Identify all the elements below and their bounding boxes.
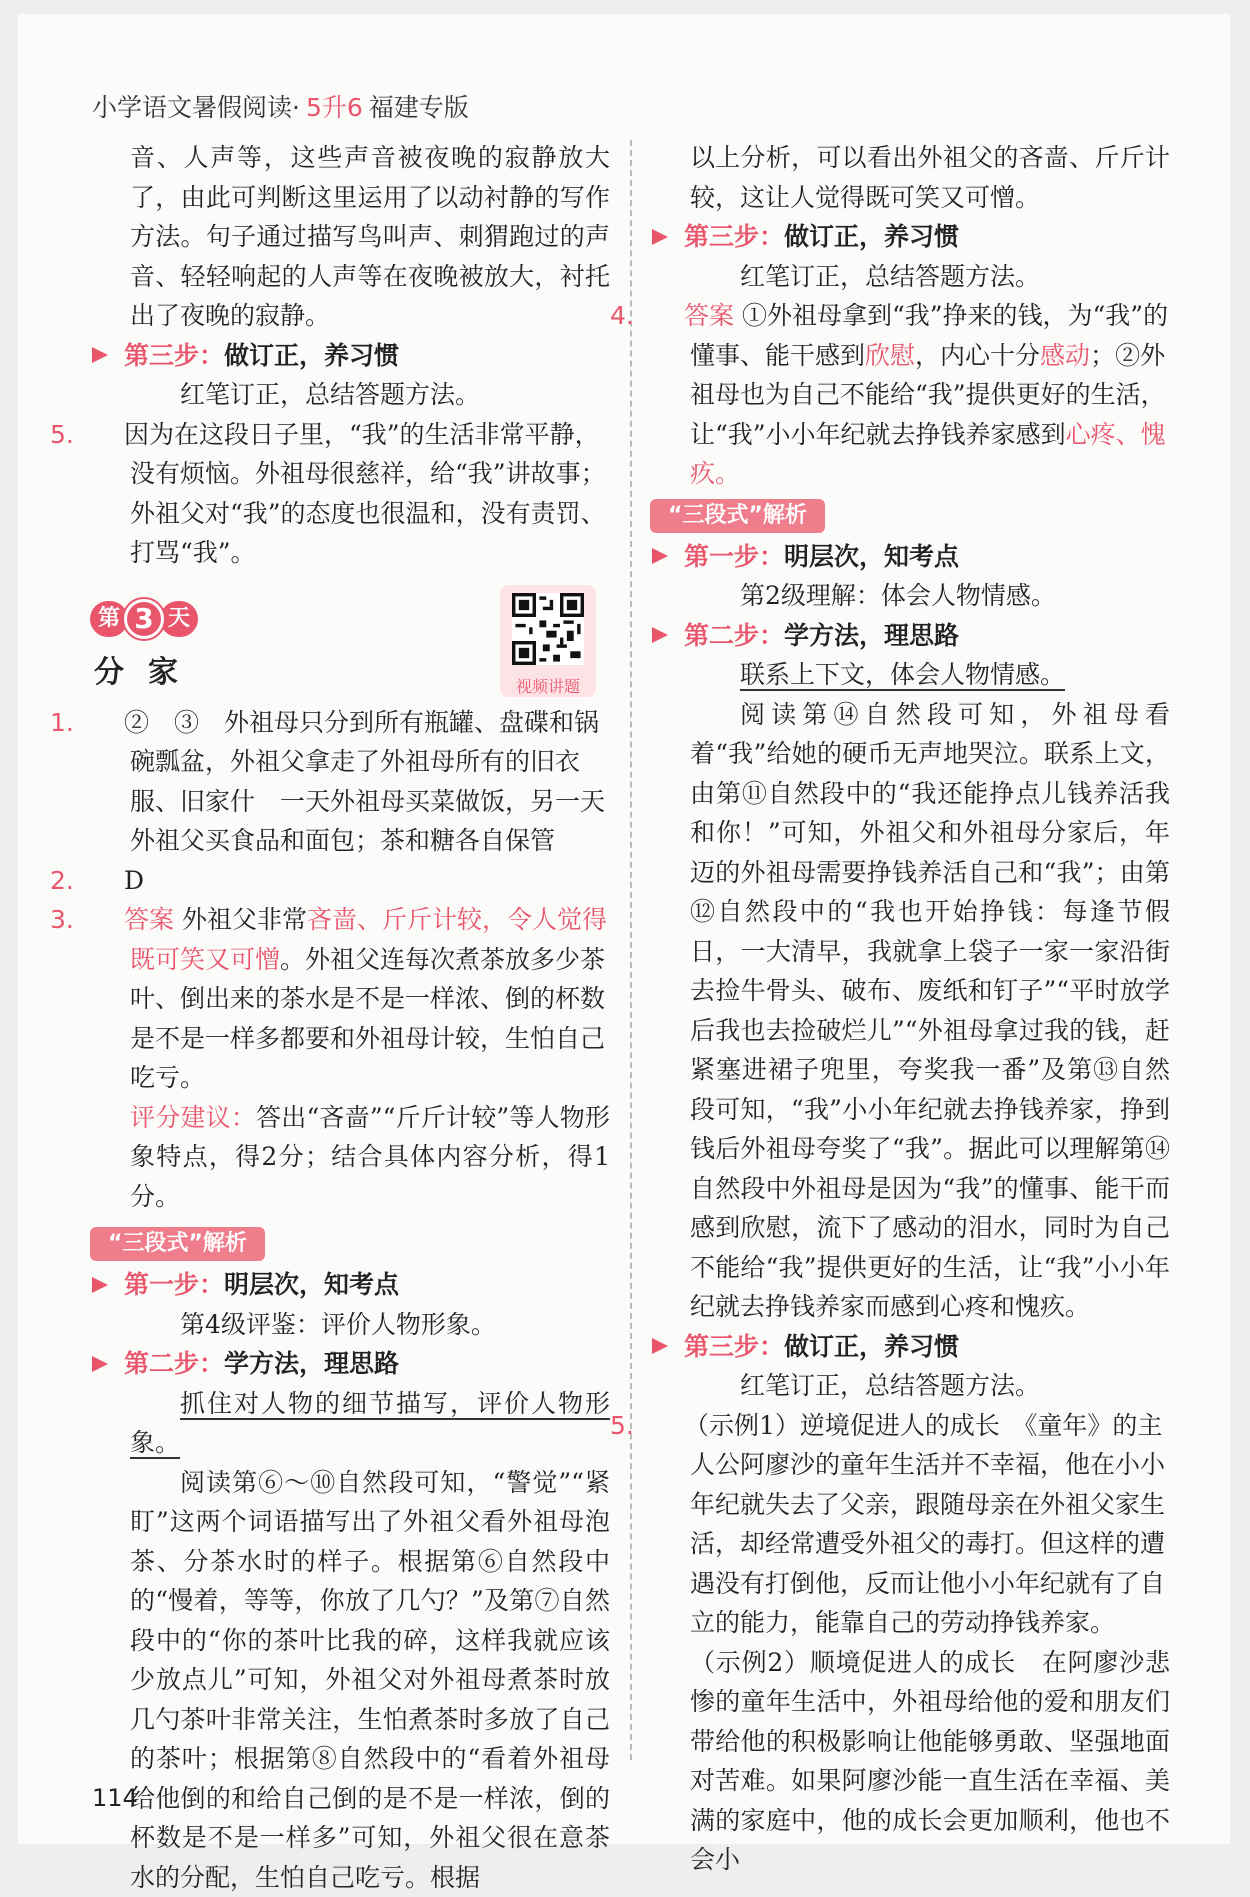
answer-label: 答案 xyxy=(684,301,734,330)
step-label: 第三步： xyxy=(124,336,224,376)
analysis-tag: “三段式”解析 xyxy=(650,499,825,533)
step-label: 第三步： xyxy=(684,1327,784,1367)
answer-text: ①外祖母拿到“我”挣来的钱，为“我”的懂事、能干感到 xyxy=(690,301,1168,370)
step-title: 明层次，知考点 xyxy=(784,537,959,577)
keyword: 令人觉得既可笑又可憎 xyxy=(130,905,607,974)
question-5-answer xyxy=(650,1406,1170,1643)
step-label: 第一步： xyxy=(124,1265,224,1305)
question-4-answer xyxy=(650,296,1170,494)
keyword: 感动 xyxy=(1040,341,1090,370)
qr-code[interactable] xyxy=(500,585,596,697)
header-dot: · xyxy=(292,93,300,122)
continued-paragraph: 音、人声等，这些声音被夜晚的寂静放大了，由此可判断这里运用了以动衬静的写作方法。句子通过描写鸟叫声、刺猬跑过的声音、轻轻响起的人声等在夜晚被放大，衬托出了夜晚的寂静。 xyxy=(90,138,610,336)
arrow-icon xyxy=(652,229,668,245)
step-text: 红笔订正，总结答题方法。 xyxy=(650,1366,1170,1406)
step-one-right xyxy=(650,537,1170,577)
step-text: 第2级理解：体会人物情感。 xyxy=(650,576,1170,616)
arrow-icon xyxy=(92,1356,108,1372)
method-text xyxy=(90,1384,610,1463)
question-number: 5. xyxy=(650,1406,684,1446)
question-5-answer xyxy=(90,415,610,573)
qr-code-icon xyxy=(512,593,584,665)
step-one-left xyxy=(90,1265,610,1305)
step-label: 第三步： xyxy=(684,217,784,257)
question-number: 5. xyxy=(90,415,124,455)
keyword: 吝啬 xyxy=(307,905,357,934)
arrow-icon xyxy=(92,1277,108,1293)
keyword: 欣慰 xyxy=(865,341,915,370)
step-three-left xyxy=(90,336,610,376)
keyword: 愧疚 xyxy=(690,420,1166,489)
step-title: 学方法，理思路 xyxy=(784,616,959,656)
arrow-icon xyxy=(652,627,668,643)
analysis-body: 阅读第⑭自然段可知，外祖母看着“我”给她的硬币无声地哭泣。联系上文，由第⑪自然段中的“我还能挣点儿钱养活我和你！”可知，外祖父和外祖母分家后，年迈的外祖母需要挣钱养活自己和“我”；由第⑫自然段中的“我也开始挣钱：每逢节假日，一大清早，我就拿上袋子一家一家沿街去捡牛骨头、破布、废纸和钉子”“平时放学后我也去捡破烂儿”“外祖母拿过我的钱，赶紧塞进裙子兜里，夸奖我一番”及第⑬自然段可知，“我”小小年纪就去挣钱养家，挣到钱后外祖母夸奖了“我”。据此可以理解第⑭自然段中外祖母是因为“我”的懂事、能干而感到欣慰，流下了感动的泪水，同时为自己不能给“我”提供更好的生活，让“我”小小年纪就去挣钱养家而感到心疼和愧疚。 xyxy=(650,695,1170,1327)
qr-label: 视频讲题 xyxy=(500,676,596,698)
answer-text: 。外祖父连每次煮茶放多少茶叶、倒出来的茶水是不是一样浓、倒的杯数是不是一样多都要和外祖母计较，生怕自己吃亏。 xyxy=(130,945,605,1093)
method-text xyxy=(650,655,1170,695)
step-three-right xyxy=(650,1327,1170,1367)
arrow-icon xyxy=(652,1338,668,1354)
left-column xyxy=(90,138,610,1897)
column-divider xyxy=(630,140,632,1760)
book-title: 小学语文暑假阅读 xyxy=(92,93,292,122)
example-1: （示例1）逆境促进人的成长 《童年》的主人公阿廖沙的童年生活并不幸福，他在小小年纪就失去了父亲，跟随母亲在外祖父家生活，却经常遭受外祖父的毒打。但这样的遭遇没有打倒他，反而让他小小年纪就有了自立的能力，能靠自己的劳动挣钱养家。 xyxy=(684,1411,1165,1638)
keyword: 心疼 xyxy=(1066,420,1116,449)
method-underlined: 抓住对人物的细节描写，评价人物形象。 xyxy=(130,1389,610,1460)
answer-text: ② ③ 外祖母只分到所有瓶罐、盘碟和锅碗瓢盆，外祖父拿走了外祖母所有的旧衣服、旧家什 一天外祖母买菜做饭，另一天外祖父买食品和面包；茶和糖各自保管 xyxy=(124,708,605,856)
step-label: 第二步： xyxy=(124,1344,224,1384)
answer-text: 因为在这段日子里，“我”的生活非常平静，没有烦恼。外祖母很慈祥，给“我”讲故事；外祖父对“我”的态度也很温和，没有责罚、打骂“我”。 xyxy=(124,420,606,568)
question-number: 4. xyxy=(650,296,684,336)
question-number: 2. xyxy=(90,861,124,901)
answer-text: ；②外祖母也为自己不能给“我”提供更好的生活，让“我”小小年纪就去挣钱养家感到 xyxy=(690,341,1166,449)
analysis-body: 阅读第⑥～⑩自然段可知，“警觉”“紧盯”这两个词语描写出了外祖父看外祖母泡茶、分茶水时的样子。根据第⑥自然段中的“慢着，等等，你放了几勺？”及第⑦自然段中的“你的茶叶比我的碎，这样我就应该少放点儿”可知，外祖父对外祖母煮茶时放几勺茶叶非常关注，生怕煮茶时多放了自己的茶叶；根据第⑧自然段中的“看着外祖母给他倒的和给自己倒的是不是一样浓，倒的杯数是不是一样多”可知，外祖父很在意茶水的分配，生怕自己吃亏。根据 xyxy=(90,1463,610,1897)
arrow-icon xyxy=(652,548,668,564)
step-three-right-top xyxy=(650,217,1170,257)
scoring-text: 答出“吝啬”“斤斤计较”等人物形象特点，得2分；结合具体内容分析，得1分。 xyxy=(130,1103,610,1211)
answer-text: ，内心十分 xyxy=(915,341,1040,370)
day-prefix: 第 xyxy=(90,601,128,637)
right-column xyxy=(650,138,1170,1880)
scoring-suggestion xyxy=(90,1098,610,1217)
analysis-tag: “三段式”解析 xyxy=(90,1227,265,1261)
step-title: 学方法，理思路 xyxy=(224,1344,399,1384)
step-title: 做订正，养习惯 xyxy=(224,336,399,376)
question-1-answer xyxy=(90,703,610,861)
grade-label: 5升6 xyxy=(306,93,363,122)
day-suffix: 天 xyxy=(160,601,198,637)
step-two-left xyxy=(90,1344,610,1384)
question-number: 1. xyxy=(90,703,124,743)
answer-text: D xyxy=(124,866,144,895)
method-underlined: 联系上下文，体会人物情感。 xyxy=(740,660,1065,691)
step-text: 红笔订正，总结答题方法。 xyxy=(650,257,1170,297)
answer-text: 外祖父非常 xyxy=(182,905,307,934)
page-number: 114 xyxy=(92,1784,138,1812)
step-text: 第4级评鉴：评价人物形象。 xyxy=(90,1305,610,1345)
day-badge xyxy=(90,601,198,637)
keyword-separator: 、 xyxy=(1116,420,1141,449)
step-title: 做订正，养习惯 xyxy=(784,217,959,257)
section-title: 分家 xyxy=(94,653,202,693)
question-number: 3. xyxy=(90,900,124,940)
edition-label: 福建专版 xyxy=(369,93,469,122)
step-label: 第一步： xyxy=(684,537,784,577)
day-number: 3 xyxy=(124,599,164,639)
keyword-separator: 、 xyxy=(357,905,382,934)
example-2: （示例2）顺境促进人的成长 在阿廖沙悲惨的童年生活中，外祖母给他的爱和朋友们带给他的积极影响让他能够勇敢、坚强地面对苦难。如果阿廖沙能一直生活在幸福、美满的家庭中，他的成长会更加顺利，他也不会小 xyxy=(650,1643,1170,1880)
scoring-label: 评分建议： xyxy=(130,1103,256,1132)
keyword: 斤斤计较 xyxy=(382,905,482,934)
page-header xyxy=(92,88,469,124)
question-2-answer xyxy=(90,861,610,901)
continued-paragraph: 以上分析，可以看出外祖父的吝啬、斤斤计较，这让人觉得既可笑又可憎。 xyxy=(650,138,1170,217)
keyword-separator: ， xyxy=(482,905,507,934)
step-two-right xyxy=(650,616,1170,656)
question-3-answer xyxy=(90,900,610,1098)
step-text: 红笔订正，总结答题方法。 xyxy=(90,375,610,415)
answer-label: 答案 xyxy=(124,905,174,934)
day-section-header xyxy=(90,591,610,703)
answer-text: 。 xyxy=(715,459,740,488)
step-label: 第二步： xyxy=(684,616,784,656)
step-title: 明层次，知考点 xyxy=(224,1265,399,1305)
step-title: 做订正，养习惯 xyxy=(784,1327,959,1367)
arrow-icon xyxy=(92,347,108,363)
